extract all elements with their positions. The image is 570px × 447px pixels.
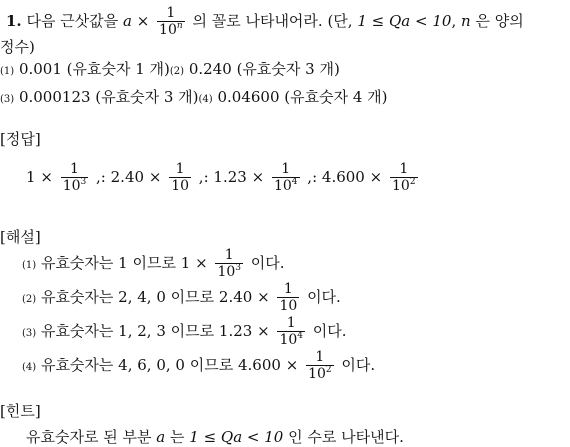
explanation-fraction-1: $\frac{1}{10^3}$	[217, 247, 241, 280]
explanation-fraction-2: $\frac{1}{10}$	[279, 281, 298, 314]
explanation-fraction-4: $\frac{1}{10^2}$	[308, 349, 332, 382]
problem-text-before: 다음 근삿값을	[26, 12, 119, 30]
explanation-row-2: (2) 유효숫자는 2, 4, 0 이므로 2.40 × $\frac{1}{10}$ 이다.	[22, 281, 341, 314]
items-row-2	[0, 88, 388, 109]
problem-line-1: 1. 다음 근삿값을 a × $\frac{1}{10^n}$ 의 꼴로 나타내어라. (단, 1 ≤ Qa < 10, n 은 양의	[6, 5, 524, 38]
answer-coef-1: 1	[26, 168, 36, 186]
explanation-row-3: (3) 유효숫자는 1, 2, 3 이므로 1.23 × $\frac{1}{10^4}$ 이다.	[22, 315, 347, 348]
problem-frac-den: 10$^n$	[159, 21, 183, 38]
answer-fraction-1: $\frac{1}{10^3}$	[62, 161, 87, 194]
problem-var-a: a	[122, 12, 132, 30]
item-text-3: 0.000123 (유효숫자 3 개)	[18, 88, 199, 106]
item-text-1: 0.001 (유효숫자 1 개)	[18, 60, 170, 78]
answer-coef-4: 4.600	[321, 168, 365, 186]
item-label-1: (1)	[0, 66, 15, 77]
answer-fraction-2: $\frac{1}{10}$	[171, 161, 190, 194]
answer-line: 1 × $\frac{1}{10^3}$ ,: 2.40 × $\frac{1}{10}$ ,: 1.23 × $\frac{1}{10^4}$ ,: 4.600 × $\frac{1}{10^2}$	[26, 161, 416, 194]
answer-heading: [정답]	[0, 130, 41, 148]
explanation-row-1: (1) 유효숫자는 1 이므로 1 × $\frac{1}{10^3}$ 이다.	[22, 247, 285, 280]
problem-text-after: 의 꼴로 나타내어라. (단,	[192, 12, 353, 30]
answer-coef-2: 2.40	[110, 168, 145, 186]
answer-coef-3: 1.23	[213, 168, 247, 186]
item-text-4: 0.04600 (유효숫자 4 개)	[217, 88, 388, 106]
answer-fraction-4: $\frac{1}{10^2}$	[392, 161, 416, 194]
problem-fraction	[157, 6, 185, 38]
explanation-heading: [해설]	[0, 228, 41, 246]
problem-var-n: n	[461, 12, 471, 30]
problem-frac-num: 1	[166, 5, 176, 21]
item-label-2: (2)	[169, 66, 185, 77]
item-text-2: 0.240 (유효숫자 3 개)	[188, 60, 340, 78]
problem-line-2: 정수)	[0, 38, 35, 56]
explanation-row-4: (4) 유효숫자는 4, 6, 0, 0 이므로 4.600 × $\frac{1}{10^2}$ 이다.	[22, 349, 376, 382]
problem-condition: 1 ≤ Qa < 10	[357, 12, 452, 30]
hint-heading: [힌트]	[0, 402, 41, 420]
problem-number: 1.	[6, 12, 22, 30]
problem-text-end: 은 양의	[475, 12, 524, 30]
explanation-fraction-3: $\frac{1}{10^4}$	[279, 315, 304, 348]
hint-line: 유효숫자로 된 부분 a 는 1 ≤ Qa < 10 인 수로 나타낸다.	[26, 428, 404, 446]
problem-times: ×	[136, 12, 150, 30]
answer-fraction-3: $\frac{1}{10^4}$	[273, 161, 298, 194]
items-row-1	[0, 60, 340, 81]
item-label-3: (3)	[0, 94, 15, 105]
item-label-4: (4)	[198, 94, 213, 105]
